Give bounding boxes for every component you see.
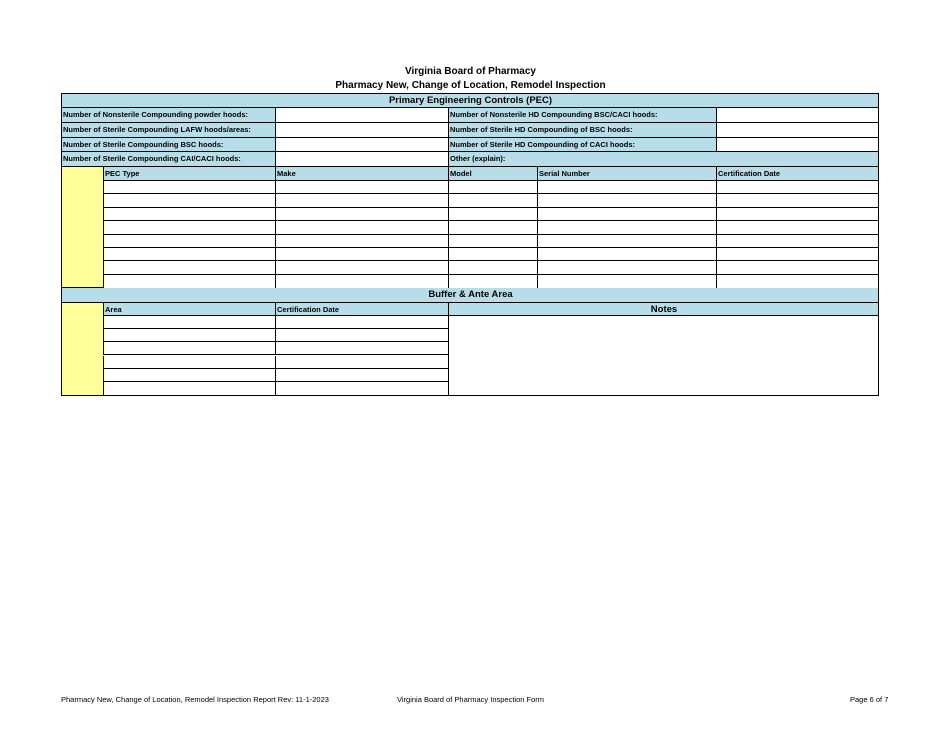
pec-cell-pec-type[interactable]: [103, 248, 275, 261]
pec-cell-certification-date[interactable]: [716, 275, 878, 288]
col-header-area-certification-date: Certification Date: [275, 303, 448, 316]
count-label-hd-bsc-caci: Number of Nonsterile HD Compounding BSC/CACI hoods:: [448, 108, 716, 123]
pec-cell-make[interactable]: [275, 261, 448, 274]
count-field-hd-caci[interactable]: [716, 138, 878, 152]
pec-cell-pec-type[interactable]: [103, 221, 275, 234]
pec-cell-certification-date[interactable]: [716, 181, 878, 194]
count-label-other: Other (explain):: [448, 152, 716, 167]
pec-cell-certification-date[interactable]: [716, 221, 878, 234]
count-label-hd-caci: Number of Sterile HD Compounding of CACI hoods:: [448, 138, 716, 152]
buffer-cell-certification-date[interactable]: [275, 369, 448, 382]
col-header-pec-type: PEC Type: [103, 167, 275, 181]
count-label-sterile-lafw: Number of Sterile Compounding LAFW hoods/areas:: [62, 123, 275, 138]
pec-cell-pec-type[interactable]: [103, 194, 275, 207]
col-header-area: Area: [103, 303, 275, 316]
pec-cell-make[interactable]: [275, 235, 448, 248]
notes-title: Notes: [448, 303, 878, 316]
pec-cell-serial-number[interactable]: [537, 194, 716, 207]
pec-cell-model[interactable]: [448, 221, 537, 234]
pec-cell-make[interactable]: [275, 181, 448, 194]
pec-cell-model[interactable]: [448, 261, 537, 274]
pec-cell-make[interactable]: [275, 275, 448, 288]
pec-cell-make[interactable]: [275, 208, 448, 221]
buffer-cell-area[interactable]: [103, 342, 275, 355]
count-label-sterile-bsc: Number of Sterile Compounding BSC hoods:: [62, 138, 275, 152]
pec-cell-make[interactable]: [275, 221, 448, 234]
pec-cell-pec-type[interactable]: [103, 208, 275, 221]
pec-cell-certification-date[interactable]: [716, 208, 878, 221]
pec-cell-pec-type[interactable]: [103, 181, 275, 194]
buffer-cell-area[interactable]: [103, 329, 275, 342]
footer-report-revision: Pharmacy New, Change of Location, Remodel Inspection Report Rev: 11-1-2023: [61, 695, 329, 704]
buffer-cell-certification-date[interactable]: [275, 329, 448, 342]
pec-cell-certification-date[interactable]: [716, 261, 878, 274]
pec-cell-serial-number[interactable]: [537, 221, 716, 234]
count-label-hd-bsc: Number of Sterile HD Compounding of BSC hoods:: [448, 123, 716, 138]
buffer-cell-certification-date[interactable]: [275, 382, 448, 395]
notes-field[interactable]: [448, 316, 878, 395]
buffer-cell-certification-date[interactable]: [275, 356, 448, 369]
footer-form-name: Virginia Board of Pharmacy Inspection Form: [397, 695, 545, 704]
count-field-hd-bsc-caci[interactable]: [716, 108, 878, 123]
pec-cell-serial-number[interactable]: [537, 261, 716, 274]
inspection-form: [61, 93, 879, 396]
pec-cell-certification-date[interactable]: [716, 194, 878, 207]
count-field-nonsterile-powder[interactable]: [275, 108, 448, 123]
pec-cell-make[interactable]: [275, 194, 448, 207]
buffer-cell-certification-date[interactable]: [275, 342, 448, 355]
form-title: Virginia Board of Pharmacy: [405, 66, 536, 77]
count-field-sterile-lafw[interactable]: [275, 123, 448, 138]
pec-cell-pec-type[interactable]: [103, 261, 275, 274]
col-header-model: Model: [448, 167, 537, 181]
pec-cell-serial-number[interactable]: [537, 208, 716, 221]
count-field-hd-bsc[interactable]: [716, 123, 878, 138]
pec-cell-pec-type[interactable]: [103, 275, 275, 288]
pec-cell-model[interactable]: [448, 275, 537, 288]
buffer-cell-area[interactable]: [103, 369, 275, 382]
pec-cell-serial-number[interactable]: [537, 275, 716, 288]
count-label-nonsterile-powder: Number of Nonsterile Compounding powder hoods:: [62, 108, 275, 123]
pec-side-marker: [62, 167, 103, 288]
pec-cell-serial-number[interactable]: [537, 181, 716, 194]
pec-cell-certification-date[interactable]: [716, 248, 878, 261]
pec-cell-model[interactable]: [448, 181, 537, 194]
pec-cell-model[interactable]: [448, 194, 537, 207]
buffer-cell-area[interactable]: [103, 382, 275, 395]
pec-cell-model[interactable]: [448, 208, 537, 221]
buffer-section-title: Buffer & Ante Area: [62, 288, 878, 303]
pec-cell-pec-type[interactable]: [103, 235, 275, 248]
count-field-sterile-bsc[interactable]: [275, 138, 448, 152]
form-subtitle: Pharmacy New, Change of Location, Remodel Inspection: [335, 80, 606, 91]
pec-cell-serial-number[interactable]: [537, 248, 716, 261]
col-header-serial-number: Serial Number: [537, 167, 716, 181]
pec-cell-serial-number[interactable]: [537, 235, 716, 248]
pec-cell-make[interactable]: [275, 248, 448, 261]
pec-cell-model[interactable]: [448, 248, 537, 261]
buffer-side-marker: [62, 303, 103, 395]
count-field-sterile-cai-caci[interactable]: [275, 152, 448, 167]
pec-cell-model[interactable]: [448, 235, 537, 248]
pec-cell-certification-date[interactable]: [716, 235, 878, 248]
count-field-other[interactable]: [716, 152, 878, 167]
buffer-cell-certification-date[interactable]: [275, 316, 448, 329]
col-header-make: Make: [275, 167, 448, 181]
footer-page-number: Page 6 of 7: [850, 695, 889, 704]
pec-section-title: Primary Engineering Controls (PEC): [62, 94, 878, 108]
buffer-cell-area[interactable]: [103, 356, 275, 369]
buffer-cell-area[interactable]: [103, 316, 275, 329]
count-label-sterile-cai-caci: Number of Sterile Compounding CAI/CACI hoods:: [62, 152, 275, 167]
col-header-certification-date: Certification Date: [716, 167, 878, 181]
